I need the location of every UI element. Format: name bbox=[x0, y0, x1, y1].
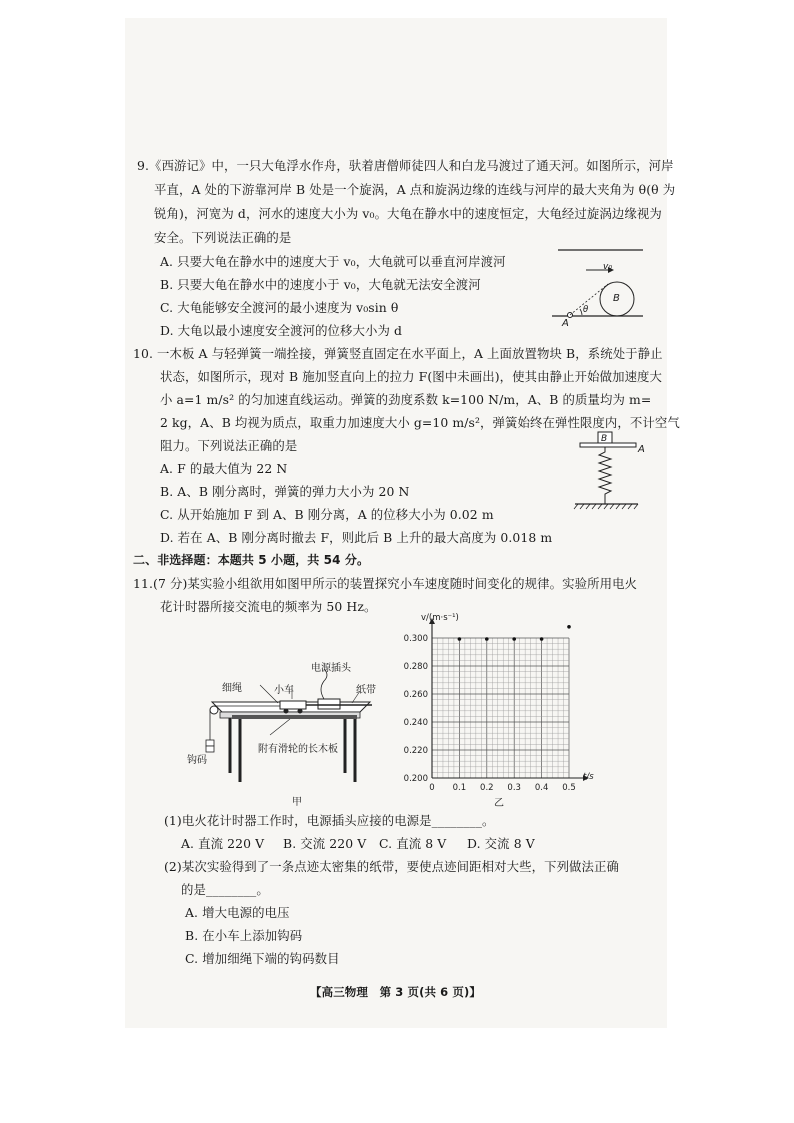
theta-arc bbox=[580, 309, 582, 315]
q11-sub1-option-b: B. 交流 220 V bbox=[283, 836, 367, 851]
hook-weight bbox=[206, 740, 214, 746]
long-board bbox=[232, 715, 357, 719]
chart-x-axis-label: t/s bbox=[583, 772, 594, 782]
q11-sub2-option-a: A. 增大电源的电压 bbox=[185, 905, 290, 920]
q9-theta-label: θ bbox=[583, 305, 589, 315]
page-footer: 【高三物理 第 3 页(共 6 页)】 bbox=[310, 985, 481, 999]
cart-wheel bbox=[284, 709, 289, 714]
q10-line-4: 2 kg，A、B 均视为质点，取重力加速度大小 g=10 m/s²，弹簧始终在弹性限度内，不计空气 bbox=[160, 415, 680, 430]
q11-sub1-option-d: D. 交流 8 V bbox=[467, 836, 535, 851]
q9-b-label: B bbox=[613, 293, 620, 304]
label-long-board: 附有滑轮的长木板 bbox=[258, 744, 338, 755]
leader-line bbox=[270, 719, 290, 735]
q9-option-a: A. 只要大龟在静水中的速度大于 v₀，大龟就可以垂直河岸渡河 bbox=[160, 254, 506, 269]
cart-wheel bbox=[298, 709, 303, 714]
data-point bbox=[540, 637, 544, 641]
q11-sub2-option-c: C. 增加细绳下端的钩码数目 bbox=[185, 951, 340, 966]
q11-sub1-option-a: A. 直流 220 V bbox=[181, 836, 265, 851]
q9-line-3: 锐角)，河宽为 d，河水的速度大小为 v₀。大龟在静水中的速度恒定，大龟经过旋涡边缘视为 bbox=[154, 206, 662, 221]
q11-sub2-line-1: (2)某次实验得到了一条点迹太密集的纸带，要使点迹间距相对大些，下列做法正确 bbox=[164, 859, 620, 874]
q10-b-label: B bbox=[601, 434, 608, 444]
q9-line-1: 9.《西游记》中，一只大龟浮水作舟，驮着唐僧师徒四人和白龙马渡过了通天河。如图所示，河岸 bbox=[137, 158, 674, 173]
cart bbox=[280, 701, 306, 709]
q11-sub1: (1)电火花计时器工作时，电源插头应接的电源是________。 bbox=[164, 813, 495, 828]
data-point bbox=[458, 637, 462, 641]
y-tick-label: 0.300 bbox=[403, 634, 428, 644]
chart-y-axis-label: v/(m·s⁻¹) bbox=[421, 613, 459, 623]
caption-jia: 甲 bbox=[292, 797, 302, 808]
hook-weight bbox=[206, 746, 214, 752]
q11-sub1-option-c: C. 直流 8 V bbox=[379, 836, 447, 851]
vt-chart bbox=[380, 605, 600, 805]
y-tick-label: 0.200 bbox=[403, 774, 428, 784]
data-point bbox=[567, 625, 571, 629]
q10-option-b: B. A、B 刚分离时，弹簧的弹力大小为 20 N bbox=[160, 484, 410, 499]
x-tick-label: 0.1 bbox=[452, 783, 467, 793]
data-point bbox=[485, 637, 489, 641]
x-tick-label: 0 bbox=[429, 783, 435, 793]
label-paper-tape: 纸带 bbox=[356, 685, 376, 696]
x-tick-label: 0.3 bbox=[507, 783, 521, 793]
label-power-plug: 电源插头 bbox=[311, 663, 351, 674]
x-tick-label: 0.5 bbox=[562, 783, 576, 793]
q10-a-label: A bbox=[638, 444, 645, 455]
q9-line-2: 平直，A 处的下游靠河岸 B 处是一个旋涡，A 点和旋涡边缘的连线与河岸的最大夹角为 θ(θ 为 bbox=[154, 182, 676, 197]
section-2-heading: 二、非选择题：本题共 5 小题，共 54 分。 bbox=[133, 553, 370, 567]
q9-a-label: A bbox=[562, 318, 569, 329]
q11-apparatus-figure bbox=[200, 655, 380, 785]
q9-option-c: C. 大龟能够安全渡河的最小速度为 v₀sin θ bbox=[160, 300, 399, 315]
q10-option-c: C. 从开始施加 F 到 A、B 刚分离，A 的位移大小为 0.02 m bbox=[160, 507, 494, 522]
q9-line-4: 安全。下列说法正确的是 bbox=[154, 230, 292, 245]
q11-line-2: 花计时器所接交流电的频率为 50 Hz。 bbox=[160, 599, 377, 614]
plank-a bbox=[580, 443, 636, 447]
x-tick-label: 0.4 bbox=[534, 783, 549, 793]
q10-line-5: 阻力。下列说法正确的是 bbox=[160, 438, 298, 453]
q11-sub2-option-b: B. 在小车上添加钩码 bbox=[185, 928, 303, 943]
caption-yi: 乙 bbox=[494, 798, 504, 809]
y-tick-label: 0.280 bbox=[403, 662, 428, 672]
q10-line-2: 状态，如图所示，现对 B 施加竖直向上的拉力 F(图中未画出)，使其由静止开始做加速度大 bbox=[160, 369, 663, 384]
label-hook-weight: 钩码 bbox=[187, 755, 207, 766]
q9-v-label: v₀ bbox=[603, 262, 612, 272]
label-cart: 小车 bbox=[274, 685, 294, 696]
pulley bbox=[210, 706, 218, 714]
q11-line-1: 11.(7 分)某实验小组欲用如图甲所示的装置探究小车速度随时间变化的规律。实验所用电火 bbox=[133, 576, 638, 591]
q9-option-d: D. 大龟以最小速度安全渡河的位移大小为 d bbox=[160, 323, 403, 338]
y-tick-label: 0.220 bbox=[403, 746, 428, 756]
x-tick-label: 0.2 bbox=[480, 783, 494, 793]
spring bbox=[599, 447, 611, 504]
q10-option-a: A. F 的最大值为 22 N bbox=[160, 461, 288, 476]
spark-timer bbox=[318, 699, 340, 709]
y-tick-label: 0.260 bbox=[403, 690, 428, 700]
ground-hatch bbox=[574, 504, 638, 509]
q10-line-1: 10. 一木板 A 与轻弹簧一端拴接，弹簧竖直固定在水平面上，A 上面放置物块 B，系统处于静止 bbox=[133, 346, 663, 361]
label-rope: 细绳 bbox=[222, 683, 242, 694]
data-point bbox=[512, 637, 516, 641]
q10-line-3: 小 a=1 m/s² 的匀加速直线运动。弹簧的劲度系数 k=100 N/m，A、B 的质量均为 m= bbox=[160, 392, 652, 407]
tangent-line bbox=[570, 284, 608, 315]
q10-option-d: D. 若在 A、B 刚分离时撤去 F，则此后 B 上升的最大高度为 0.018 m bbox=[160, 530, 553, 545]
q11-sub2-line-2: 的是________。 bbox=[181, 882, 269, 897]
q9-option-b: B. 只要大龟在静水中的速度小于 v₀，大龟就无法安全渡河 bbox=[160, 277, 481, 292]
y-tick-label: 0.240 bbox=[403, 718, 428, 728]
